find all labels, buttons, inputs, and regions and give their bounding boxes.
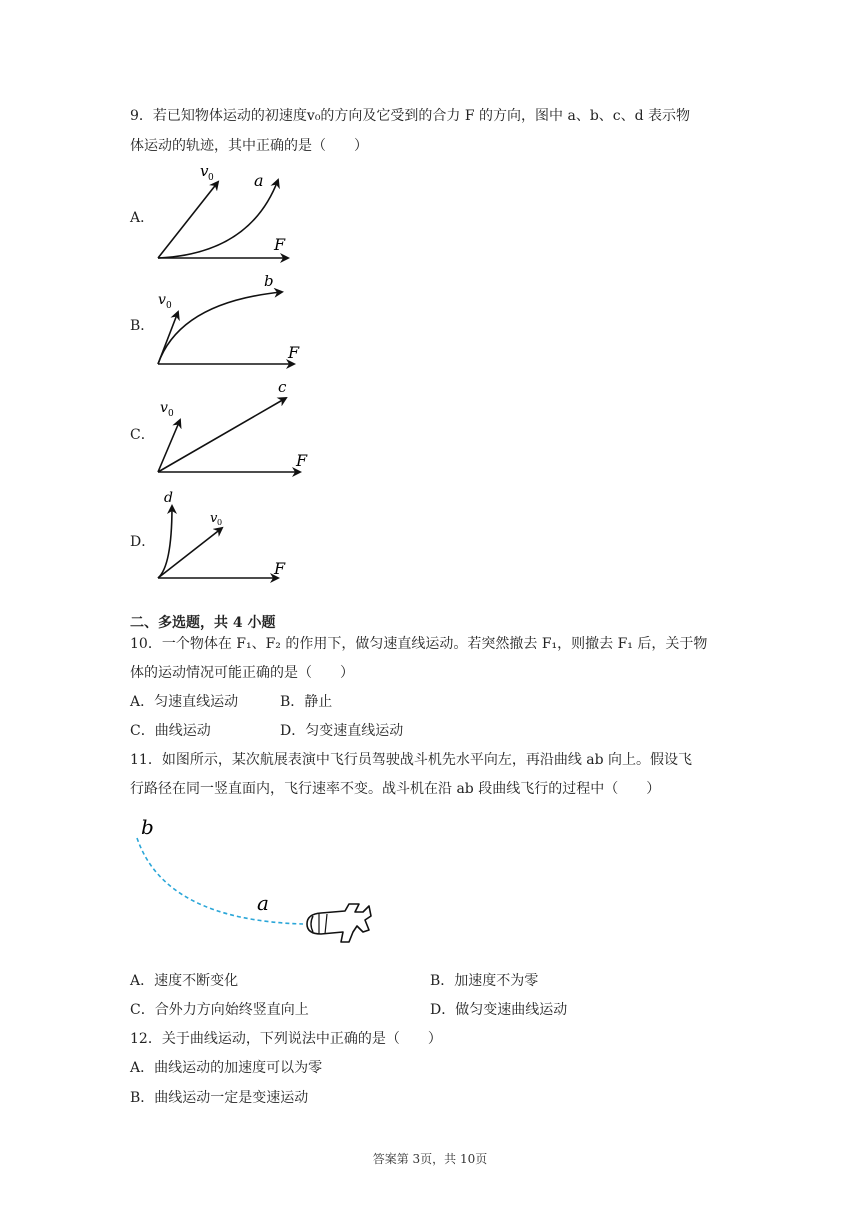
v0-label: v [200, 162, 209, 180]
trajectory-label: b [264, 272, 274, 290]
q9-option-b-diagram [150, 272, 310, 372]
q9-option-b-label: B． [130, 318, 155, 334]
q11-option-c: C．合外力方向始终竖直向上 [130, 1002, 309, 1018]
force-label: F [274, 235, 286, 254]
q9-option-d-diagram [150, 486, 300, 586]
q11-stem-line1: 11．如图所示，某次航展表演中飞行员驾驶战斗机先水平向左，再沿曲线 ab 向上。假设飞 [130, 752, 693, 768]
q9-stem-line1: 9．若已知物体运动的初速度v₀的方向及它受到的合力 F 的方向，图中 a、b、c、d 表示物 [130, 108, 691, 124]
v0-arrow [158, 182, 218, 258]
v0-label: v [160, 400, 168, 416]
q9-option-a-diagram [150, 162, 310, 266]
force-label: F [274, 559, 286, 578]
v0-arrow [158, 528, 222, 578]
q9-option-a-label: A． [130, 210, 155, 226]
v0-label: v [158, 292, 166, 308]
v0-subscript: 0 [208, 173, 214, 183]
q10-option-d: D．匀变速直线运动 [280, 723, 404, 739]
point-a-label: a [257, 891, 269, 915]
q11-flight-diagram [125, 810, 405, 960]
trajectory-curve [158, 180, 278, 258]
q11-stem-line2: 行路径在同一竖直面内，飞行速率不变。战斗机在沿 ab 段曲线飞行的过程中（ ） [130, 781, 661, 797]
q10-option-b: B．静止 [280, 694, 333, 710]
trajectory-label: d [164, 490, 173, 506]
trajectory-line [158, 398, 286, 472]
point-b-label: b [141, 815, 154, 839]
page-footer: 答案第 3页，共 10页 [372, 1152, 488, 1166]
q10-option-a: A．匀速直线运动 [130, 694, 239, 710]
section-title: 二、多选题，共 4 小题 [130, 615, 276, 631]
q10-option-c: C．曲线运动 [130, 723, 211, 739]
q11-option-a: A．速度不断变化 [130, 973, 239, 989]
v0-arrow [158, 420, 180, 472]
q12-option-b: B．曲线运动一定是变速运动 [130, 1090, 309, 1106]
v0-subscript: 0 [217, 518, 223, 527]
trajectory-curve [158, 506, 172, 578]
flight-path-curve [137, 838, 303, 924]
q10-stem-line2: 体的运动情况可能正确的是（ ） [130, 665, 354, 681]
v0-subscript: 0 [168, 409, 174, 419]
q9-stem-line2: 体运动的轨迹，其中正确的是（ ） [130, 138, 368, 154]
trajectory-label: c [278, 378, 287, 396]
q11-option-d: D．做匀变速曲线运动 [430, 1002, 568, 1018]
force-label: F [296, 451, 308, 470]
q11-option-b: B．加速度不为零 [430, 973, 539, 989]
trajectory-label: a [254, 171, 264, 190]
trajectory-curve [158, 292, 282, 364]
v0-label: v [210, 511, 218, 526]
q9-option-c-diagram [150, 378, 320, 480]
q9-option-c-label: C． [130, 427, 155, 443]
q12-option-a: A．曲线运动的加速度可以为零 [130, 1060, 323, 1076]
v0-subscript: 0 [166, 301, 172, 311]
q10-stem-line1: 10．一个物体在 F₁、F₂ 的作用下，做匀速直线运动。若突然撤去 F₁，则撤去 F₁ 后，关于物 [130, 636, 708, 652]
q12-stem: 12．关于曲线运动，下列说法中正确的是（ ） [130, 1031, 442, 1047]
force-label: F [288, 343, 300, 362]
fighter-jet-icon [307, 904, 371, 942]
q9-option-d-label: D． [130, 534, 156, 550]
